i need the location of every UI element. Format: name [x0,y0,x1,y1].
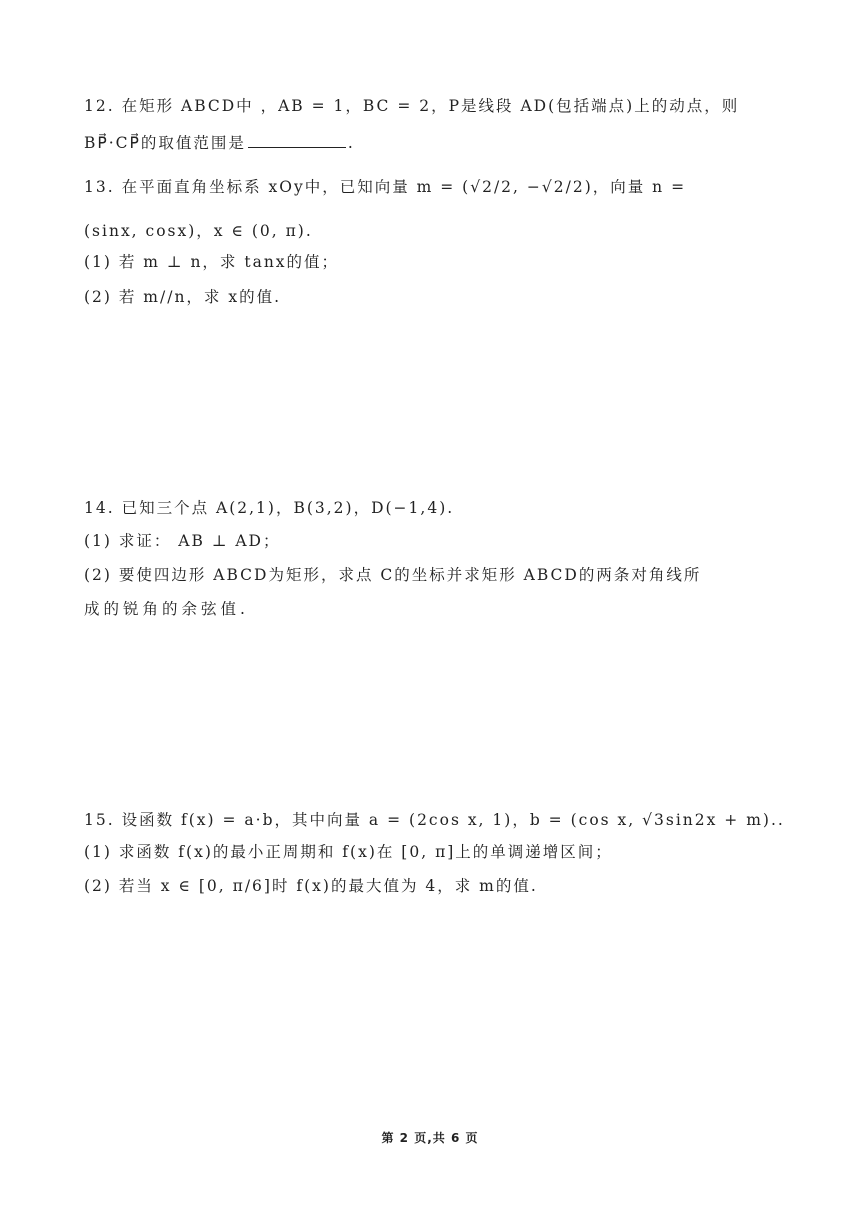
q13-line1: 13. 在平面直角坐标系 xOy中，已知向量 m = (√2/2, −√2/2)，向量 n = [84,178,687,196]
q15-part2: (2) 若当 x ∈ [0, π/6]时 f(x)的最大值为 4，求 m的值. [84,877,538,895]
q14-part1: (1) 求证： AB ⊥ AD； [84,532,281,550]
q15-part1: (1) 求函数 f(x)的最小正周期和 f(x)在 [0, π]上的单调递增区间； [84,843,613,861]
q14-line1: 14. 已知三个点 A(2,1)，B(3,2)，D(−1,4). [84,499,455,517]
q13-line2: (sinx, cosx)，x ∈ (0, π). [84,222,313,240]
q15-line1: 15. 设函数 f(x) = a·b，其中向量 a = (2cos x, 1)，b = (cos x, √3sin2x + m).. [84,811,785,829]
page-footer: 第 2 页,共 6 页 [381,1131,479,1145]
q12-line2 [84,131,780,153]
answer-blank [248,133,346,148]
q12-line2-text: BP⃗·CP⃗的取值范围是 [84,134,246,152]
q12-line2-end: . [347,134,355,152]
q12-line1: 12. 在矩形 ABCD中 ，AB = 1，BC = 2，P是线段 AD(包括端点)上的动点，则 [84,97,740,115]
q13-part1: (1) 若 m ⊥ n，求 tanx的值； [84,253,340,271]
q13-part2: (2) 若 m//n，求 x的值. [84,288,282,306]
q14-part2-line2: 成的锐角的余弦值. [84,600,249,618]
q14-part2-line1: (2) 要使四边形 ABCD为矩形，求点 C的坐标并求矩形 ABCD的两条对角线所 [84,566,702,584]
